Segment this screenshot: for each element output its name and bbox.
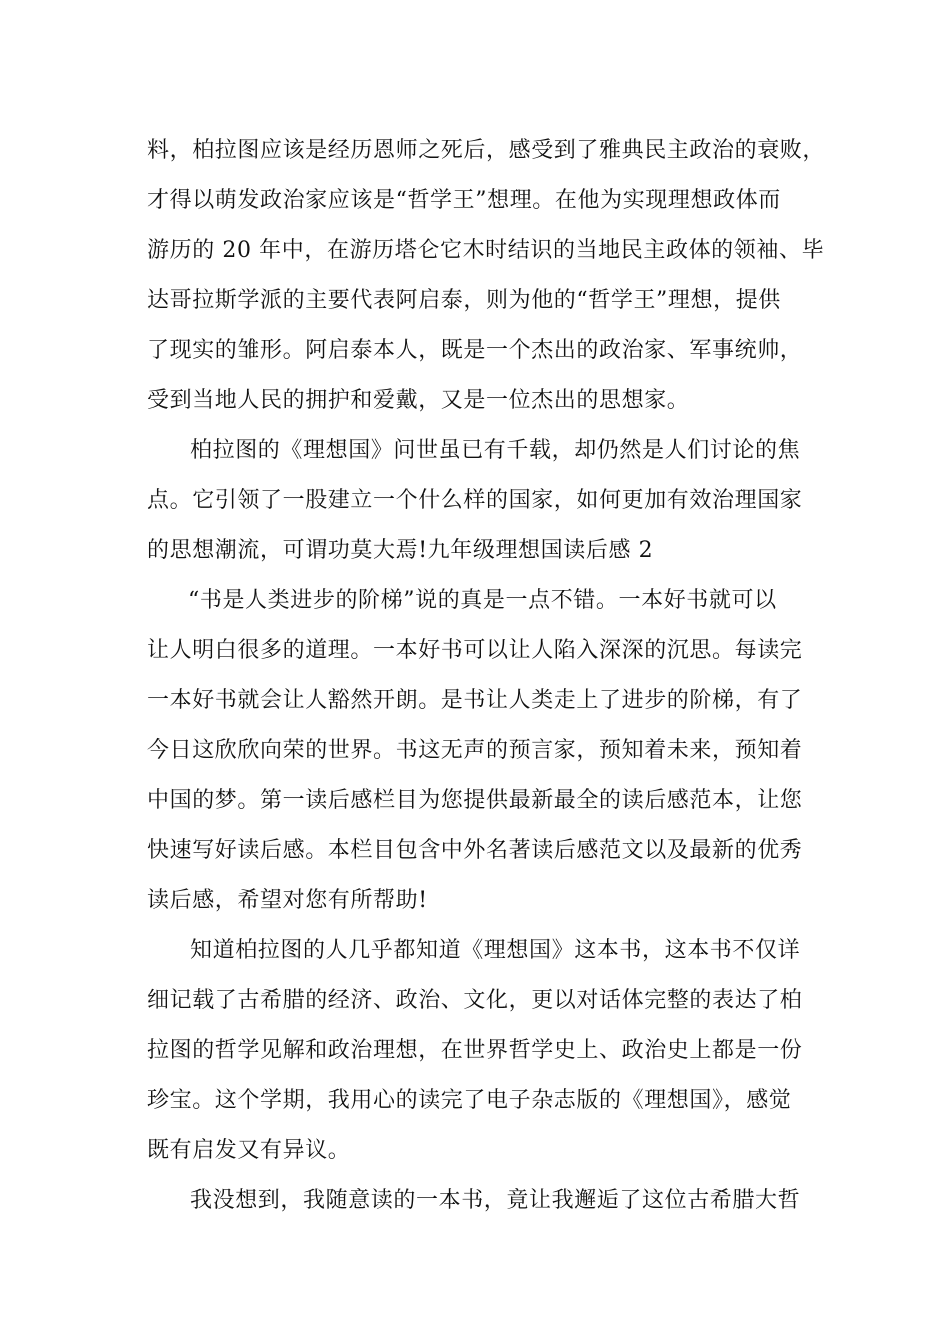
text-line: 细记载了古希腊的经济、政治、文化，更以对话体完整的表达了柏: [147, 988, 803, 1013]
text-line: 读后感，希望对您有所帮助!: [147, 888, 428, 913]
text-line: 料，柏拉图应该是经历恩师之死后，感受到了雅典民主政治的衰败，: [147, 138, 826, 163]
text-line: 的思想潮流，可谓功莫大焉!九年级理想国读后感 2: [147, 538, 654, 563]
text-line: 了现实的雏形。阿启泰本人，既是一个杰出的政治家、军事统帅，: [147, 338, 803, 363]
text-line: 一本好书就会让人豁然开朗。是书让人类走上了进步的阶梯，有了: [147, 688, 803, 713]
text-line: 游历的 20 年中，在游历塔仑它木时结识的当地民主政体的领袖、毕: [147, 238, 825, 263]
text-line: 珍宝。这个学期，我用心的读完了电子杂志版的《理想国》，感觉: [147, 1088, 792, 1113]
text-line: 中国的梦。第一读后感栏目为您提供最新最全的读后感范本，让您: [147, 788, 803, 813]
text-line: 让人明白很多的道理。一本好书可以让人陷入深深的沉思。每读完: [147, 638, 803, 663]
paragraph-first-line: 我没想到，我随意读的一本书，竟让我邂逅了这位古希腊大哲: [190, 1188, 801, 1213]
text-line: 既有启发又有异议。: [147, 1138, 351, 1163]
text-line: 才得以萌发政治家应该是“哲学王”想理。在他为实现理想政体而: [147, 188, 781, 213]
paragraph-first-line: 知道柏拉图的人几乎都知道《理想国》这本书，这本书不仅详: [190, 938, 801, 963]
text-line: 今日这欣欣向荣的世界。书这无声的预言家，预知着未来，预知着: [147, 738, 803, 763]
text-line: 拉图的哲学见解和政治理想，在世界哲学史上、政治史上都是一份: [147, 1038, 803, 1063]
text-line: 受到当地人民的拥护和爱戴，又是一位杰出的思想家。: [147, 388, 690, 413]
text-line: 达哥拉斯学派的主要代表阿启泰，则为他的“哲学王”理想，提供: [147, 288, 781, 313]
text-line: 快速写好读后感。本栏目包含中外名著读后感范文以及最新的优秀: [147, 838, 803, 863]
paragraph-first-line: “书是人类进步的阶梯”说的真是一点不错。一本好书就可以: [188, 588, 777, 613]
text-line: 点。它引领了一股建立一个什么样的国家，如何更加有效治理国家: [147, 488, 803, 513]
paragraph-first-line: 柏拉图的《理想国》问世虽已有千载，却仍然是人们讨论的焦: [190, 438, 801, 463]
